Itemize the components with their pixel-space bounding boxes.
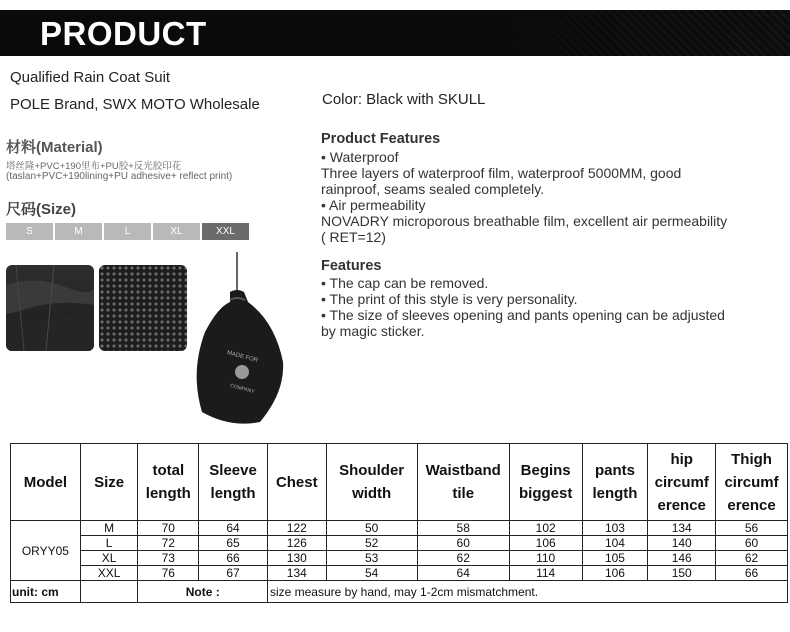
feature-line: rainproof, seams sealed completely. <box>321 181 545 197</box>
feature-line: • The cap can be removed. <box>321 275 489 291</box>
table-cell: 60 <box>417 536 509 551</box>
table-cell: 105 <box>582 551 648 566</box>
table-cell-empty <box>80 581 138 603</box>
material-cn: 塔丝隆+PVC+190里布+PU胶+反光胶印花 <box>6 161 182 172</box>
header-thigh: Thigh circumf erence <box>716 444 788 521</box>
table-cell: L <box>80 536 138 551</box>
table-cell: 66 <box>716 566 788 581</box>
table-cell: 106 <box>509 536 582 551</box>
header-shoulder-width: Shoulder width <box>326 444 417 521</box>
bag-print-line2: COMPANY <box>229 382 256 396</box>
mesh-lining-photo <box>99 265 187 351</box>
table-footer-row <box>11 581 788 603</box>
header-begins-biggest: Begins biggest <box>509 444 582 521</box>
table-cell: 73 <box>138 551 199 566</box>
model-cell: ORYY05 <box>11 521 81 581</box>
bag-print-line1: MADE FOR <box>226 350 259 365</box>
material-en: (taslan+PVC+190lining+PU adhesive+ reflect print) <box>6 171 233 182</box>
table-cell: 106 <box>582 566 648 581</box>
table-cell: 130 <box>267 551 326 566</box>
table-cell: 122 <box>267 521 326 536</box>
table-row <box>11 521 788 536</box>
table-cell: 67 <box>199 566 268 581</box>
table-cell: 54 <box>326 566 417 581</box>
table-cell: 110 <box>509 551 582 566</box>
intro-brand: POLE Brand, SWX MOTO Wholesale <box>10 96 260 113</box>
table-cell: 62 <box>417 551 509 566</box>
table-cell: 134 <box>648 521 716 536</box>
header-hip: hip circumf erence <box>648 444 716 521</box>
table-cell: 104 <box>582 536 648 551</box>
table-cell: 72 <box>138 536 199 551</box>
feature-line: by magic sticker. <box>321 323 425 339</box>
feature-line: NOVADRY microporous breathable film, excellent air permeability <box>321 213 728 229</box>
table-cell: 53 <box>326 551 417 566</box>
product-features-heading: Product Features <box>321 131 441 147</box>
table-cell: 50 <box>326 521 417 536</box>
table-cell: 62 <box>716 551 788 566</box>
size-chart-table <box>10 443 788 603</box>
feature-line: • Air permeability <box>321 197 426 213</box>
table-cell: 52 <box>326 536 417 551</box>
header-sleeve-length: Sleeve length <box>199 444 268 521</box>
table-cell: 103 <box>582 521 648 536</box>
banner-title: PRODUCT <box>40 15 207 52</box>
size-chip-xl: XL <box>153 223 200 240</box>
unit-label: unit: cm <box>11 581 81 603</box>
feature-line: • The print of this style is very personality. <box>321 291 578 307</box>
table-cell: 56 <box>716 521 788 536</box>
size-title: 尺码(Size) <box>6 201 77 218</box>
table-cell: 134 <box>267 566 326 581</box>
header-size: Size <box>80 444 138 521</box>
features-heading: Features <box>321 258 382 274</box>
table-cell: 102 <box>509 521 582 536</box>
storage-bag-image <box>190 252 290 427</box>
product-banner <box>0 10 790 56</box>
table-cell: 58 <box>417 521 509 536</box>
table-cell: 64 <box>417 566 509 581</box>
table-cell: 66 <box>199 551 268 566</box>
table-cell: 76 <box>138 566 199 581</box>
table-cell: 150 <box>648 566 716 581</box>
note-label: Note : <box>138 581 268 603</box>
header-pants-length: pants length <box>582 444 648 521</box>
header-waistband: Waistband tile <box>417 444 509 521</box>
table-cell: XL <box>80 551 138 566</box>
table-cell: 146 <box>648 551 716 566</box>
table-row <box>11 551 788 566</box>
table-cell: M <box>80 521 138 536</box>
feature-line: • The size of sleeves opening and pants opening can be adjusted <box>321 307 725 323</box>
table-row <box>11 536 788 551</box>
feature-line: Three layers of waterproof film, waterproof 5000MM, good <box>321 165 682 181</box>
table-cell: 114 <box>509 566 582 581</box>
header-total-length: total length <box>138 444 199 521</box>
size-chip-s: S <box>6 223 53 240</box>
size-chip-m: M <box>55 223 102 240</box>
table-cell: 64 <box>199 521 268 536</box>
table-header-row <box>11 444 788 521</box>
table-cell: 140 <box>648 536 716 551</box>
table-cell: XXL <box>80 566 138 581</box>
material-title: 材料(Material) <box>6 139 103 156</box>
table-row <box>11 566 788 581</box>
table-cell: 70 <box>138 521 199 536</box>
intro-title: Qualified Rain Coat Suit <box>10 69 171 86</box>
intro-color: Color: Black with SKULL <box>322 91 486 108</box>
feature-line: ( RET=12) <box>321 229 386 245</box>
header-model: Model <box>11 444 81 521</box>
size-bar <box>6 223 249 240</box>
header-chest: Chest <box>267 444 326 521</box>
table-cell: 65 <box>199 536 268 551</box>
note-text: size measure by hand, may 1-2cm mismatchment. <box>267 581 787 603</box>
table-cell: 126 <box>267 536 326 551</box>
fabric-photo <box>6 265 94 351</box>
size-chip-xxl: XXL <box>202 223 249 240</box>
feature-line: • Waterproof <box>321 149 399 165</box>
table-cell: 60 <box>716 536 788 551</box>
size-chip-l: L <box>104 223 151 240</box>
